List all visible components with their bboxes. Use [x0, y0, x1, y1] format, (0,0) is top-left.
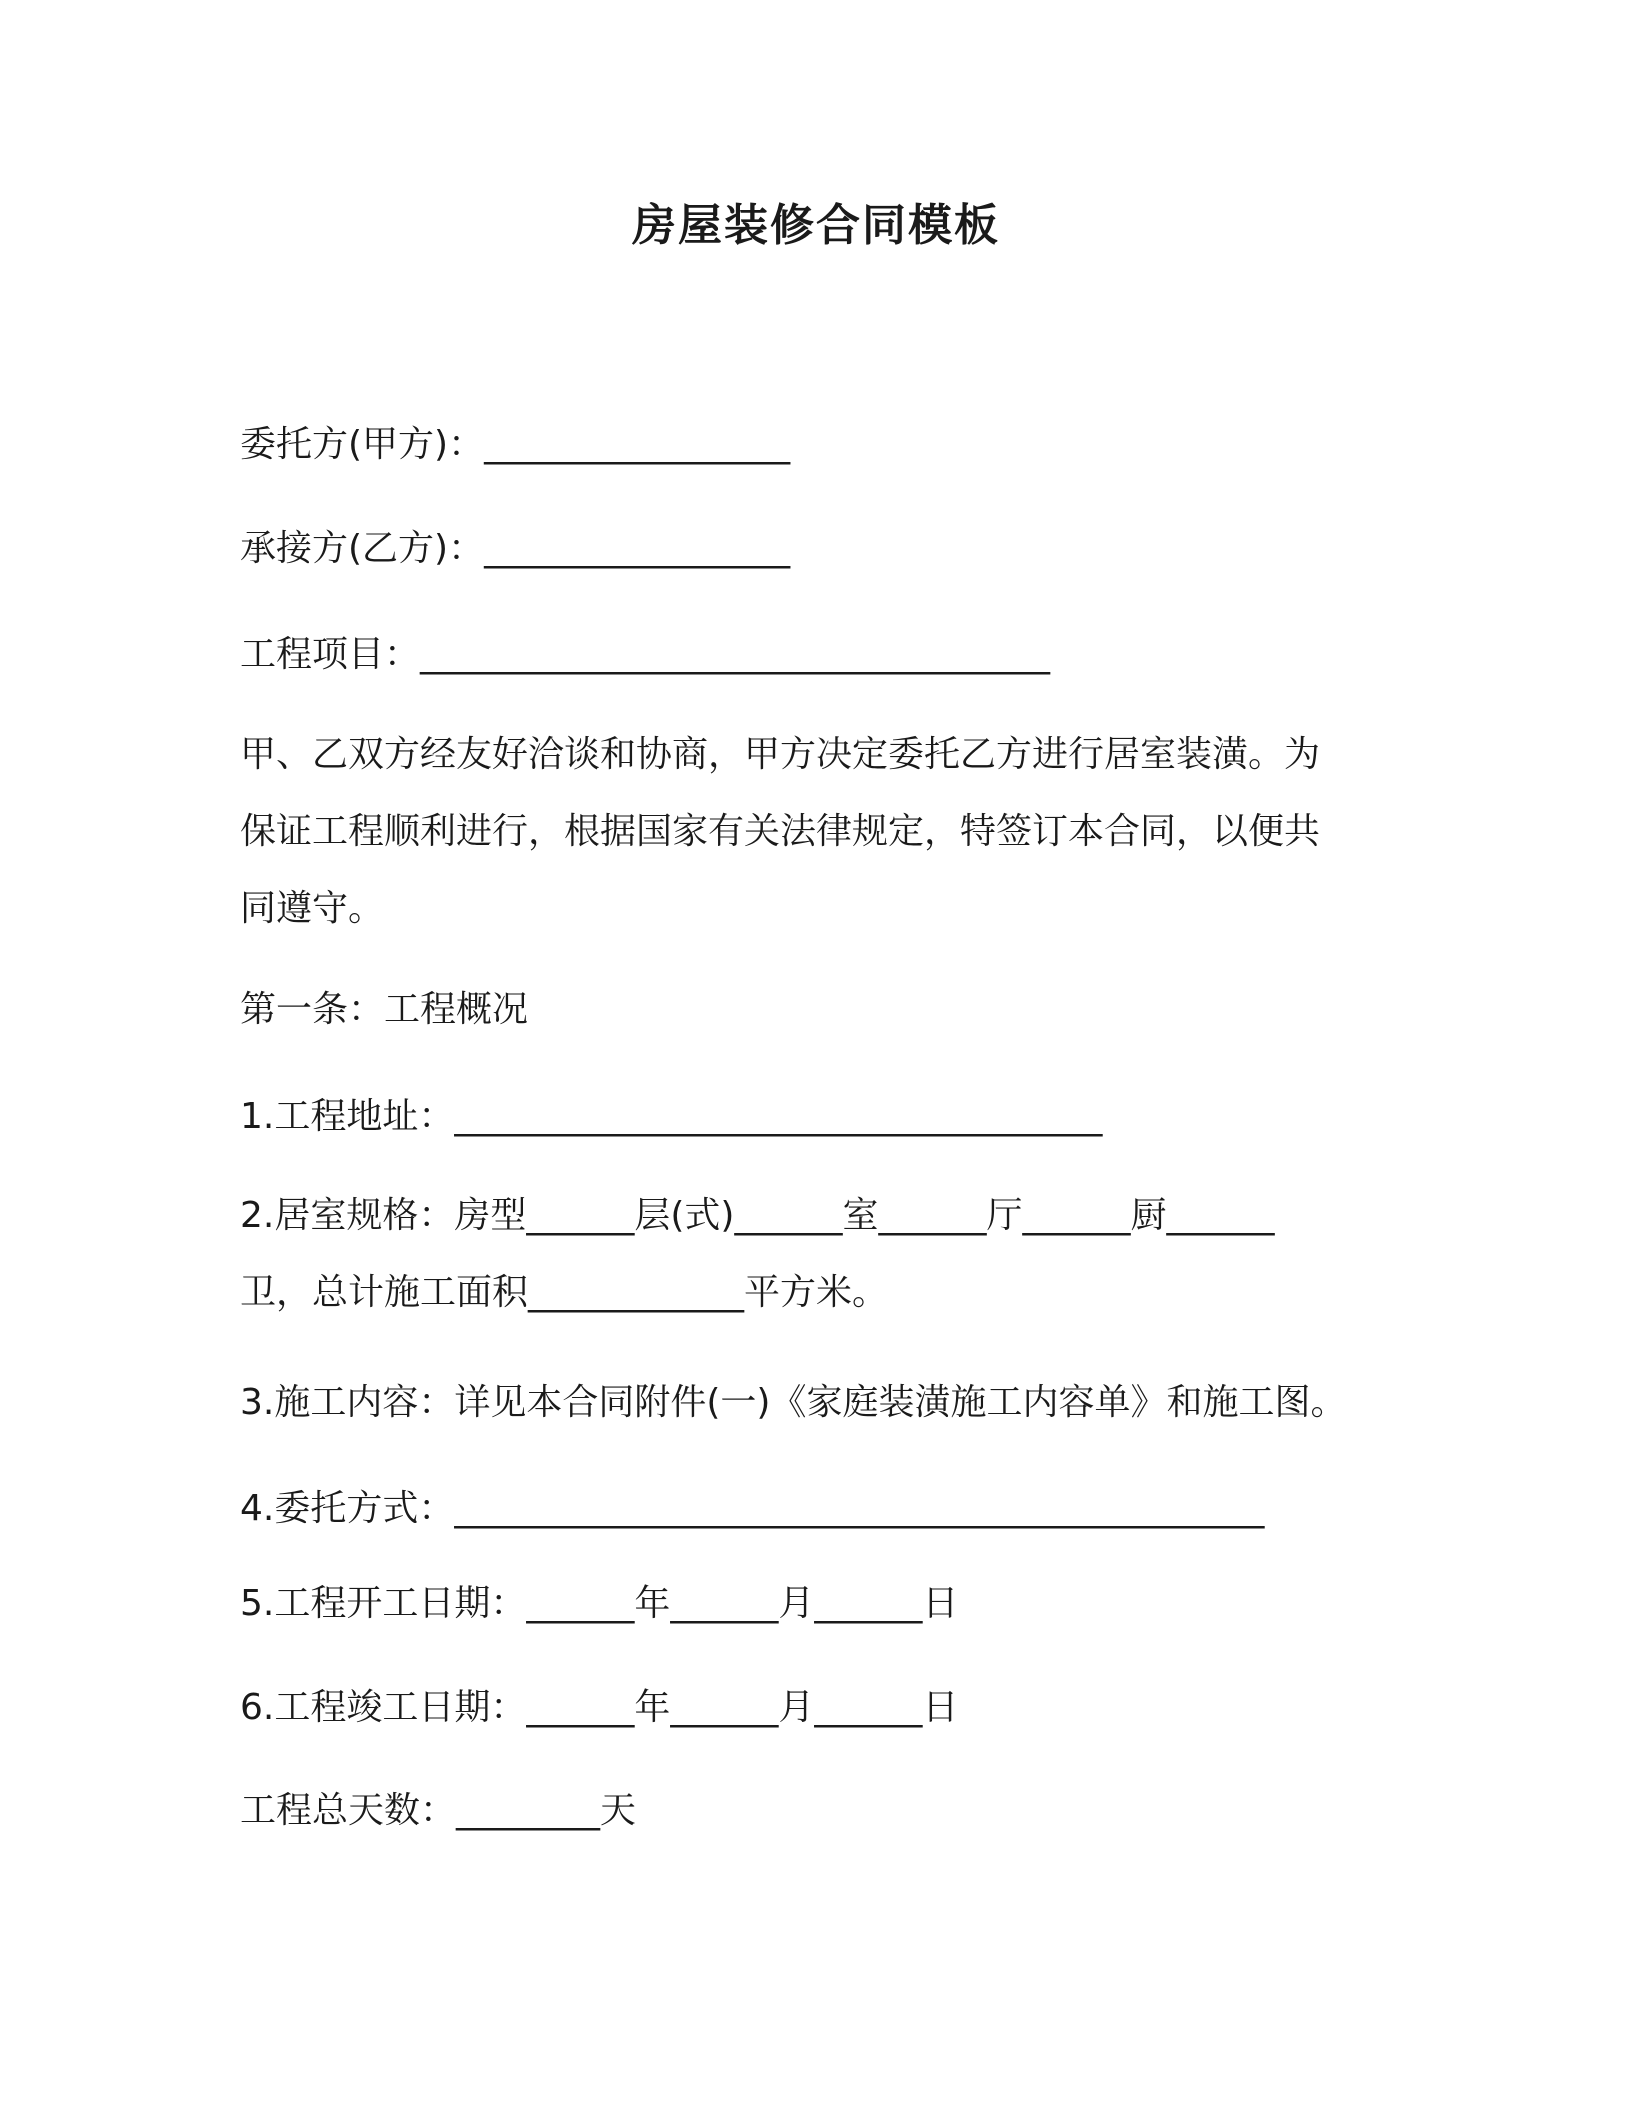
intro-paragraph — [240, 716, 1370, 947]
article-1-heading: 第一条：工程概况 — [240, 989, 529, 1030]
total-days-line: 工程总天数：________天 — [240, 1790, 637, 1831]
item-5-start-date: 5.工程开工日期：______年______月______日 — [240, 1583, 959, 1624]
party-a-line: 委托方(甲方)：_________________ — [240, 424, 791, 465]
party-b-line: 承接方(乙方)：_________________ — [240, 528, 791, 569]
intro-line-2: 保证工程顺利进行，根据国家有关法律规定，特签订本合同，以便共 — [240, 811, 1321, 852]
item-3-content: 3.施工内容：详见本合同附件(一)《家庭装潢施工内容单》和施工图。 — [240, 1382, 1347, 1423]
item-2-spec — [240, 1177, 1370, 1331]
intro-line-1: 甲、乙双方经友好洽谈和协商，甲方决定委托乙方进行居室装潢。为 — [240, 734, 1321, 775]
document-title: 房屋装修合同模板 — [632, 200, 1000, 251]
item-2-spec-line-1: 2.居室规格：房型______层(式)______室______厅______厨______ — [240, 1195, 1275, 1236]
intro-line-3: 同遵守。 — [240, 888, 385, 929]
item-1-address: 1.工程地址：____________________________________ — [240, 1096, 1103, 1137]
item-6-end-date: 6.工程竣工日期：______年______月______日 — [240, 1687, 959, 1728]
item-4-method: 4.委托方式：_____________________________________________ — [240, 1488, 1265, 1529]
project-line: 工程项目：___________________________________ — [240, 634, 1051, 675]
item-2-spec-line-2: 卫，总计施工面积____________平方米。 — [240, 1272, 889, 1313]
